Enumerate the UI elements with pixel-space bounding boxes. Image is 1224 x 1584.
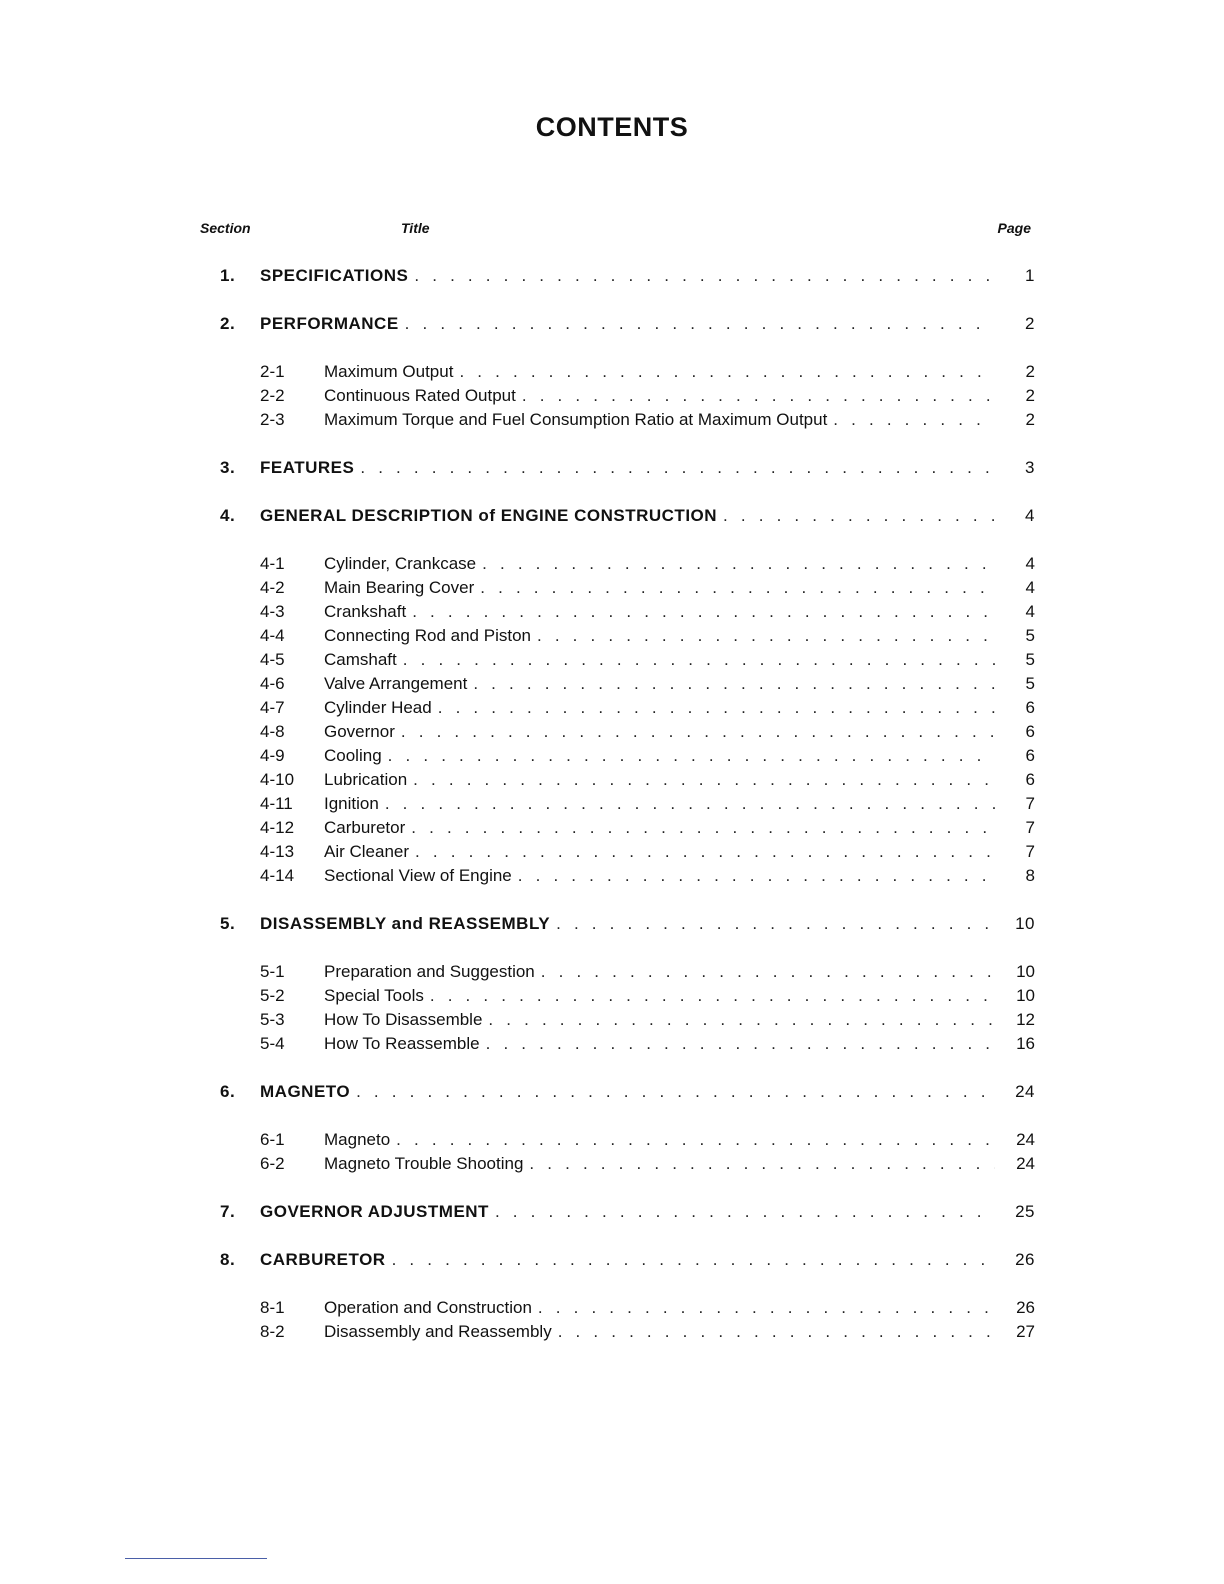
subsection-number: 4-12: [260, 818, 295, 837]
dot-leader: [486, 1032, 995, 1056]
page-number: 6: [1025, 722, 1035, 741]
toc-entry-disassembly-reassembly[interactable]: [200, 912, 1035, 936]
toc-entry-preparation[interactable]: [200, 960, 1035, 984]
page-number: 2: [1025, 386, 1035, 405]
dot-leader: [558, 1320, 995, 1344]
section-number: 7.: [220, 1202, 236, 1221]
dot-leader: [356, 1080, 995, 1104]
subsection-title: How To Reassemble: [324, 1034, 480, 1053]
subsection-number: 5-2: [260, 986, 285, 1005]
dot-leader: [388, 744, 995, 768]
toc-entry-performance[interactable]: [200, 312, 1035, 336]
subsection-number: 5-1: [260, 962, 285, 981]
dot-leader: [405, 312, 995, 336]
section-title: MAGNETO: [260, 1082, 351, 1101]
subsection-title: Air Cleaner: [324, 842, 410, 861]
page-number: 6: [1025, 770, 1035, 789]
subsection-number: 8-1: [260, 1298, 285, 1317]
toc-entry-ignition[interactable]: [200, 792, 1035, 816]
subsection-number: 6-2: [260, 1154, 285, 1173]
subsection-title: Sectional View of Engine: [324, 866, 512, 885]
page-number: 5: [1025, 674, 1035, 693]
subsection-title: Carburetor: [324, 818, 406, 837]
footnote-rule: [125, 1558, 267, 1559]
page-number: 27: [1016, 1322, 1035, 1341]
subsection-title: Cylinder Head: [324, 698, 432, 717]
dot-leader: [833, 408, 995, 432]
dot-leader: [385, 792, 995, 816]
section-title: FEATURES: [260, 458, 355, 477]
page-number: 7: [1025, 818, 1035, 837]
subsection-title: Continuous Rated Output: [324, 386, 516, 405]
page-number: 26: [1016, 1298, 1035, 1317]
subsection-number: 4-8: [260, 722, 285, 741]
subsection-title: Valve Arrangement: [324, 674, 468, 693]
subsection-number: 8-2: [260, 1322, 285, 1341]
toc-entry-general-description[interactable]: [200, 504, 1035, 528]
section-number: 3.: [220, 458, 236, 477]
toc-entry-governor[interactable]: [200, 720, 1035, 744]
subsection-title: Cylinder, Crankcase: [324, 554, 477, 573]
toc-entry-lubrication[interactable]: [200, 768, 1035, 792]
dot-leader: [396, 1128, 995, 1152]
toc-entry-cylinder-head[interactable]: [200, 696, 1035, 720]
dot-leader: [522, 384, 995, 408]
subsection-number: 4-2: [260, 578, 285, 597]
subsection-number: 4-6: [260, 674, 285, 693]
toc-entry-sectional-view[interactable]: [200, 864, 1035, 888]
toc-entry-maximum-output[interactable]: [200, 360, 1035, 384]
toc-entry-connecting-rod-piston[interactable]: [200, 624, 1035, 648]
dot-leader: [392, 1248, 995, 1272]
dot-leader: [488, 1008, 995, 1032]
toc-entry-main-bearing-cover[interactable]: [200, 576, 1035, 600]
section-number: 8.: [220, 1250, 236, 1269]
page-number: 25: [1015, 1202, 1035, 1221]
subsection-number: 4-9: [260, 746, 285, 765]
title-column-header: Title: [401, 220, 430, 236]
dot-leader: [413, 768, 995, 792]
toc-entry-carburetor[interactable]: [200, 1248, 1035, 1272]
page-number: 24: [1016, 1130, 1035, 1149]
page-number: 10: [1016, 986, 1035, 1005]
subsection-title: Preparation and Suggestion: [324, 962, 535, 981]
dot-leader: [473, 672, 995, 696]
dot-leader: [414, 264, 995, 288]
toc-entry-magneto-trouble-shooting[interactable]: [200, 1152, 1035, 1176]
subsection-number: 4-13: [260, 842, 295, 861]
toc-entry-disassembly-reassembly-carb[interactable]: [200, 1320, 1035, 1344]
dot-leader: [538, 1296, 995, 1320]
subsection-number: 4-3: [260, 602, 285, 621]
section-number: 4.: [220, 506, 236, 525]
subsection-title: Crankshaft: [324, 602, 407, 621]
section-title: GOVERNOR ADJUSTMENT: [260, 1202, 489, 1221]
subsection-number: 4-1: [260, 554, 285, 573]
toc-entry-magneto[interactable]: [200, 1128, 1035, 1152]
section-title: SPECIFICATIONS: [260, 266, 409, 285]
subsection-title: Main Bearing Cover: [324, 578, 475, 597]
toc-entry-maximum-torque[interactable]: [200, 408, 1035, 432]
page-number: 16: [1016, 1034, 1035, 1053]
toc-entry-specifications[interactable]: [200, 264, 1035, 288]
page-number: 4: [1025, 506, 1035, 525]
subsection-number: 2-1: [260, 362, 285, 381]
dot-leader: [401, 720, 995, 744]
toc-entry-operation-construction[interactable]: [200, 1296, 1035, 1320]
toc-entry-features[interactable]: [200, 456, 1035, 480]
subsection-number: 4-4: [260, 626, 285, 645]
subsection-title: Cooling: [324, 746, 382, 765]
page-number: 24: [1015, 1082, 1035, 1101]
section-column-header: Section: [200, 220, 251, 236]
subsection-title: Governor: [324, 722, 395, 741]
dot-leader: [482, 552, 995, 576]
toc-entry-cooling[interactable]: [200, 744, 1035, 768]
toc-entry-air-cleaner[interactable]: [200, 840, 1035, 864]
subsection-number: 5-3: [260, 1010, 285, 1029]
page-number: 26: [1015, 1250, 1035, 1269]
dot-leader: [529, 1152, 995, 1176]
page-number: 2: [1025, 362, 1035, 381]
page-number: 7: [1025, 794, 1035, 813]
dot-leader: [459, 360, 995, 384]
toc-entry-cylinder-crankcase[interactable]: [200, 552, 1035, 576]
dot-leader: [541, 960, 995, 984]
section-number: 1.: [220, 266, 236, 285]
toc-entry-continuous-rated-output[interactable]: [200, 384, 1035, 408]
dot-leader: [411, 816, 995, 840]
dot-leader: [518, 864, 995, 888]
subsection-number: 2-2: [260, 386, 285, 405]
dot-leader: [480, 576, 995, 600]
section-title: DISASSEMBLY and REASSEMBLY: [260, 914, 551, 933]
section-title: CARBURETOR: [260, 1250, 386, 1269]
subsection-number: 4-14: [260, 866, 295, 885]
subsection-title: Lubrication: [324, 770, 408, 789]
dot-leader: [537, 624, 995, 648]
toc-entry-how-to-reassemble[interactable]: [200, 1032, 1035, 1056]
page-column-header: Page: [997, 220, 1031, 236]
page-number: 4: [1025, 602, 1035, 621]
dot-leader: [495, 1200, 995, 1224]
dot-leader: [415, 840, 995, 864]
page-number: 5: [1025, 650, 1035, 669]
toc-entry-special-tools[interactable]: [200, 984, 1035, 1008]
dot-leader: [438, 696, 995, 720]
page-number: 10: [1016, 962, 1035, 981]
dot-leader: [723, 504, 995, 528]
page-number: 2: [1025, 314, 1035, 333]
toc-entry-magneto-section[interactable]: [200, 1080, 1035, 1104]
page-title: CONTENTS: [535, 112, 689, 142]
subsection-number: 4-11: [260, 794, 293, 813]
subsection-number: 5-4: [260, 1034, 285, 1053]
page-number: 8: [1025, 866, 1035, 885]
section-number: 2.: [220, 314, 236, 333]
dot-leader: [430, 984, 995, 1008]
toc-entry-crankshaft[interactable]: [200, 600, 1035, 624]
dot-leader: [556, 912, 995, 936]
toc-entry-governor-adjustment[interactable]: [200, 1200, 1035, 1224]
subsection-number: 4-5: [260, 650, 285, 669]
section-number: 5.: [220, 914, 236, 933]
subsection-title: Disassembly and Reassembly: [324, 1322, 552, 1341]
subsection-title: Maximum Torque and Fuel Consumption Ratio at Maximum Output: [324, 410, 828, 429]
dot-leader: [412, 600, 995, 624]
page-number: 5: [1025, 626, 1035, 645]
subsection-title: Operation and Construction: [324, 1298, 532, 1317]
subsection-title: Connecting Rod and Piston: [324, 626, 531, 645]
page-number: 3: [1025, 458, 1035, 477]
page-number: 12: [1016, 1010, 1035, 1029]
subsection-title: Special Tools: [324, 986, 424, 1005]
toc-entry-carburetor-sub[interactable]: [200, 816, 1035, 840]
subsection-title: Ignition: [324, 794, 379, 813]
section-title: PERFORMANCE: [260, 314, 399, 333]
subsection-number: 4-10: [260, 770, 295, 789]
subsection-number: 2-3: [260, 410, 285, 429]
dot-leader: [403, 648, 995, 672]
page-number: 6: [1025, 746, 1035, 765]
page-number: 4: [1025, 554, 1035, 573]
page-number: 10: [1015, 914, 1035, 933]
subsection-title: How To Disassemble: [324, 1010, 483, 1029]
subsection-title: Magneto Trouble Shooting: [324, 1154, 524, 1173]
page-number: 4: [1025, 578, 1035, 597]
page-number: 1: [1025, 266, 1035, 285]
page-number: 6: [1025, 698, 1035, 717]
section-number: 6.: [220, 1082, 236, 1101]
page-number: 2: [1025, 410, 1035, 429]
section-title: GENERAL DESCRIPTION of ENGINE CONSTRUCTION: [260, 506, 718, 525]
toc-entry-how-to-disassemble[interactable]: [200, 1008, 1035, 1032]
subsection-title: Camshaft: [324, 650, 397, 669]
subsection-title: Maximum Output: [324, 362, 454, 381]
page-number: 24: [1016, 1154, 1035, 1173]
page-number: 7: [1025, 842, 1035, 861]
dot-leader: [360, 456, 995, 480]
toc-entry-valve-arrangement[interactable]: [200, 672, 1035, 696]
table-of-contents: [200, 264, 1035, 1344]
subsection-number: 6-1: [260, 1130, 285, 1149]
subsection-title: Magneto: [324, 1130, 391, 1149]
subsection-number: 4-7: [260, 698, 285, 717]
toc-entry-camshaft[interactable]: [200, 648, 1035, 672]
